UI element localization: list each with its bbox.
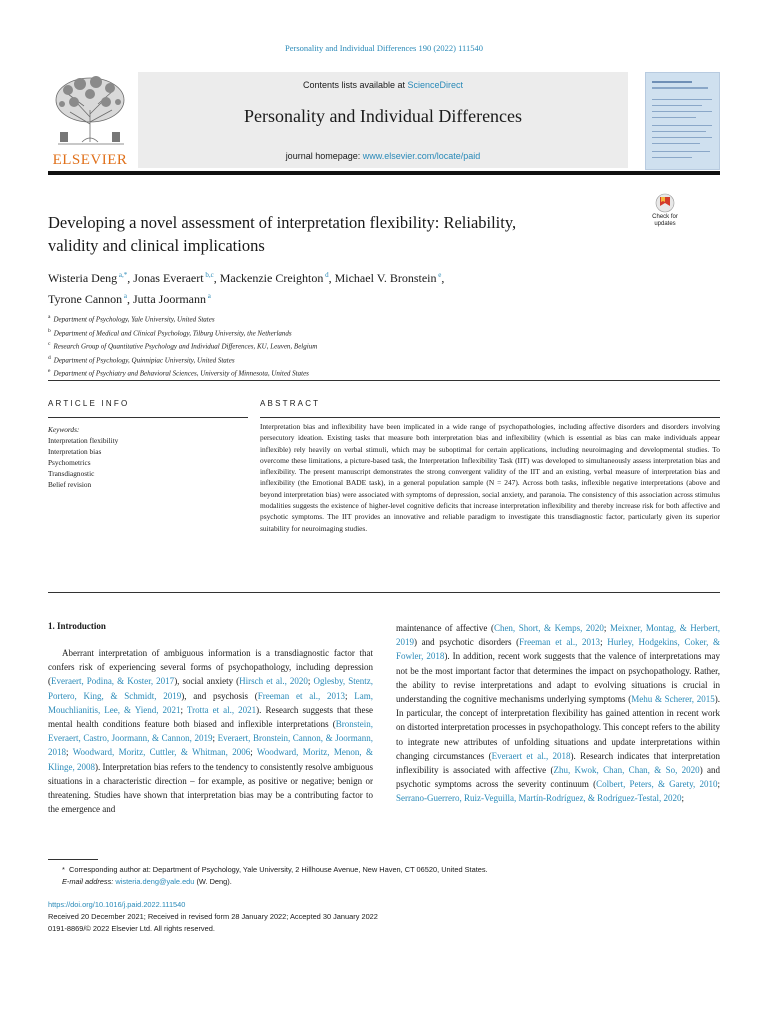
homepage-line	[138, 151, 628, 161]
author-affiliation-mark[interactable]: a,*	[117, 271, 128, 279]
keyword: Interpretation bias	[48, 447, 102, 456]
affiliation-key: d	[48, 354, 51, 361]
article-info-rule	[48, 417, 248, 418]
body-text: ;	[681, 793, 685, 804]
footnotes	[48, 864, 720, 888]
author-list: Wisteria Deng $^{a,*}$, Jonas Everaert $^{b,c}$, Mackenzie Creighton $^d$, Michael V. Bronstein $^e$, Tyrone Cannon $^a$, Jutta Joormann $^a$	[48, 271, 445, 306]
affiliation	[48, 353, 648, 367]
author-name[interactable]: Mackenzie Creighton	[219, 271, 324, 285]
corresponding-author-note	[48, 864, 720, 876]
header-rule	[48, 171, 720, 175]
citation-link[interactable]: Everaert, Bronstein, Cannon, & Joormann, 2018	[48, 733, 373, 758]
check-for-updates-badge[interactable]	[646, 193, 684, 231]
body-text: ). In particular, the concept of interpretation flexibility has gained attention in recent work on distorted interpretation processes in psychopathology. This concept refers to the ability to integrate new attributes of unfolding situations and update interpretations within changing circumstances (	[396, 694, 720, 761]
author-affiliation-mark[interactable]: a	[206, 292, 211, 300]
body-text: ;	[717, 779, 720, 790]
body-text: ;	[307, 676, 314, 687]
section-heading-introduction: 1. Introduction	[48, 621, 106, 631]
body-text: ;	[344, 690, 355, 701]
contents-prefix: Contents lists available at	[302, 80, 408, 90]
keyword: Belief revision	[48, 480, 92, 489]
affiliation	[48, 312, 648, 326]
crossmark-label-line2: updates	[654, 221, 676, 227]
citation-link[interactable]: Hirsch et al., 2020	[239, 676, 308, 687]
body-text: ). In addition, recent work suggests that the valence of interpretations may not be the most important factor that determines the impact on psychopathology. Rather, the ability to revise interpretations and adapt to evolving situations is crucial in understanding the cognitive mechanisms underlying symptoms (	[396, 651, 720, 705]
keywords-title: Keywords:	[48, 425, 80, 434]
affiliation-key: c	[48, 341, 51, 348]
article-info-heading: ARTICLE INFO	[48, 399, 130, 408]
footnote-marker: *	[62, 865, 65, 874]
author-name[interactable]: Jutta Joormann	[133, 292, 207, 306]
citation-link[interactable]: Mehu & Scherer, 2015	[631, 694, 715, 705]
author-affiliation-mark[interactable]: b,c	[203, 271, 214, 279]
citation-link[interactable]: Trotta et al., 2021	[186, 704, 257, 715]
citation-link[interactable]: Hurley, Hodgekins, Coker, & Fowler, 2018	[396, 637, 720, 662]
affiliation-key: e	[48, 368, 51, 375]
author-affiliation-mark[interactable]: d	[323, 271, 329, 279]
publication-info	[48, 899, 720, 934]
tree-icon	[48, 72, 132, 150]
affiliation-text: Department of Psychiatry and Behavioral Sciences, University of Minnesota, United States	[53, 369, 309, 378]
body-text: ). Interpretation bias refers to the tendency to consistently resolve ambiguous situations in a characteristic direction – for example, as positive or negative; benign or threatening. Studies have shown that interpretation bias may be a contributing factor to the emergence and	[48, 761, 373, 815]
crossmark-label-line1: Check for	[652, 214, 678, 220]
body-text: ). Research indicates that interpretation inflexibility is associated with affective (	[396, 750, 720, 776]
body-text: ;	[212, 733, 218, 744]
body-text: ;	[250, 747, 257, 758]
homepage-prefix: journal homepage:	[285, 151, 363, 161]
citation-link[interactable]: Chen, Short, & Kemps, 2020	[493, 623, 604, 633]
author-affiliation-mark[interactable]: a	[122, 292, 128, 300]
abstract-heading: ABSTRACT	[260, 399, 321, 408]
body-text: ), and psychosis (	[181, 690, 258, 701]
citation-link[interactable]: Woodward, Moritz, Cuttler, & Whitman, 2006	[72, 747, 251, 758]
affiliation-key: a	[48, 314, 51, 320]
author-name[interactable]: Michael V. Bronstein	[334, 271, 437, 285]
affiliation-text: Department of Medical and Clinical Psychology, Tilburg University, the Netherlands	[53, 328, 292, 337]
affiliation-text: Department of Psychology, Quinnipiac University, United States	[53, 355, 235, 364]
citation-link[interactable]: Serrano-Guerrero, Ruiz-Veguilla, Martín-Rodríguez, & Rodríguez-Testal, 2020	[396, 793, 682, 804]
citation-link[interactable]: Everaert et al., 2018	[491, 750, 571, 761]
author-name[interactable]: Wisteria Deng	[48, 271, 118, 285]
crossmark-label	[646, 214, 684, 228]
body-text: ). Research suggests that these mental health conditions feature both biased and inflexible interpretations (	[48, 704, 374, 730]
citation-link[interactable]: Meixner, Montag, & Herbert, 2019	[396, 623, 720, 648]
author-name[interactable]: Tyrone Cannon	[48, 292, 123, 306]
citation-link[interactable]: Lam, Mouchlianitis, Lee, & Yiend, 2021	[48, 690, 373, 715]
affiliation-key: b	[48, 327, 51, 334]
affiliation-list	[48, 312, 648, 380]
keyword: Psychometrics	[48, 458, 91, 467]
body-text: ), social anxiety (	[174, 676, 240, 687]
citation-link[interactable]: Zhu, Kwok, Chan, Chan, & So, 2020	[553, 765, 700, 776]
affiliation	[48, 366, 648, 380]
author-name[interactable]: Jonas Everaert	[133, 271, 204, 285]
abstract-bottom-rule	[48, 592, 720, 593]
affiliation-text: Research Group of Quantitative Psychology and Individual Differences, KU, Leuven, Belgium	[53, 342, 318, 351]
body-text: Aberrant interpretation of ambiguous information is a transdiagnostic factor that confers risk of experiencing several forms of psychopathology, including depression (	[48, 648, 373, 687]
sciencedirect-link[interactable]: ScienceDirect	[407, 80, 464, 90]
email-label: E-mail address:	[62, 876, 114, 886]
abstract-text: Interpretation bias and inflexibility have been implicated in a wide range of psychopathologies, including affective disorders and disorders involving persecutory ideation. Existing tasks that measure both interpretation bias and inflexibility (which is essential as bias can make individuals appear inflexible) rely heavily on verbal stimuli, which may be suboptimal for certain applications, including neuroimaging and developmental studies. To overcome these limitations, a picture-based task, the Interpretation Inflexibility Task (IIT) was developed to simultaneously assess interpretation bias and inflexibility. The present manuscript demonstrates the strong convergent validity of the IIT and an existing, verbal measure of interpretation bias and inflexibility (the Emotional BADE task), in a general population sample (N = 247). Across both tasks, inflexible negative interpretations (above and beyond interpretation bias) were associated with symptoms of depression, social anxiety, and paranoia. The consistency of this association across stimulus modalities suggests the existence of higher-level cognitive deficits that increase interpretation inflexibility and thereby increase risk for both affective and psychotic symptoms. The IIT provides an innovative and reliable paradigm to investigate this transdiagnostic factor, particularly given its superior suitability for neuroimaging studies.	[260, 422, 720, 533]
body-column-left	[48, 646, 373, 816]
crossmark-icon	[646, 193, 684, 215]
body-text: maintenance of affective (	[396, 623, 494, 633]
article-title	[48, 211, 628, 257]
doi-link[interactable]: https://doi.org/10.1016/j.paid.2022.111540	[48, 900, 186, 909]
corresponding-author-text: Corresponding author at: Department of Psychology, Yale University, 2 Hillhouse Avenue, New Haven, CT 06520, United States.	[69, 865, 488, 874]
journal-homepage-link[interactable]: www.elsevier.com/locate/paid	[362, 151, 481, 161]
journal-reference[interactable]: Personality and Individual Differences 190 (2022) 111540	[285, 43, 483, 53]
citation-link[interactable]: Woodward, Moritz, Menon, & Klinge, 2008	[48, 747, 373, 772]
journal-cover-thumbnail[interactable]	[645, 72, 720, 170]
affiliation	[48, 339, 648, 353]
body-text: ;	[600, 637, 608, 648]
contents-line	[138, 80, 628, 90]
author-email-link[interactable]: wisteria.deng@yale.edu	[115, 876, 195, 886]
email-note	[62, 876, 720, 888]
keywords-block	[48, 424, 248, 490]
keywords-list	[48, 435, 248, 490]
citation-link[interactable]: Everaert, Podina, & Koster, 2017	[51, 676, 175, 687]
citation-link[interactable]: Freeman et al., 2013	[257, 690, 345, 701]
body-text: ) and psychotic disorders (	[414, 637, 520, 648]
abstract-rule	[260, 417, 720, 418]
affiliation-text: Department of Psychology, Yale University, United States	[53, 315, 215, 324]
journal-title: Personality and Individual Differences	[243, 106, 523, 126]
journal-banner	[138, 72, 628, 168]
email-suffix: (W. Deng).	[194, 876, 232, 886]
article-title-line1: Developing a novel assessment of interpretation flexibility: Reliability,	[48, 213, 517, 232]
body-column-right	[396, 621, 720, 806]
received-dates: Received 20 December 2021; Received in revised form 28 January 2022; Accepted 30 January 2022	[48, 911, 378, 921]
elsevier-logo	[48, 72, 132, 170]
affiliation	[48, 326, 648, 340]
keyword: Interpretation flexibility	[48, 436, 119, 445]
body-text: ;	[603, 623, 610, 633]
publisher-name: ELSEVIER	[52, 152, 128, 168]
article-title-line2: validity and clinical implications	[48, 236, 265, 255]
citation-link[interactable]: Colbert, Peters, & Garety, 2010	[596, 779, 718, 790]
section-rule	[48, 380, 720, 381]
body-text: ) and psychotic symptoms across the severity continuum (	[396, 765, 721, 790]
keyword: Transdiagnostic	[48, 469, 95, 478]
citation-link[interactable]: Bronstein, Everaert, Castro, Joormann, & Cannon, 2019	[48, 719, 373, 744]
copyright-line: 0191-8869/© 2022 Elsevier Ltd. All rights reserved.	[48, 923, 215, 933]
citation-link[interactable]: Freeman et al., 2013	[519, 637, 601, 648]
footnote-rule	[48, 859, 98, 860]
body-text: ;	[180, 704, 187, 715]
citation-link[interactable]: Oglesby, Stentz, Portero, King, & Schmidt, 2019	[48, 676, 373, 701]
author-affiliation-mark[interactable]: e	[436, 271, 442, 279]
body-text: ;	[66, 747, 73, 758]
